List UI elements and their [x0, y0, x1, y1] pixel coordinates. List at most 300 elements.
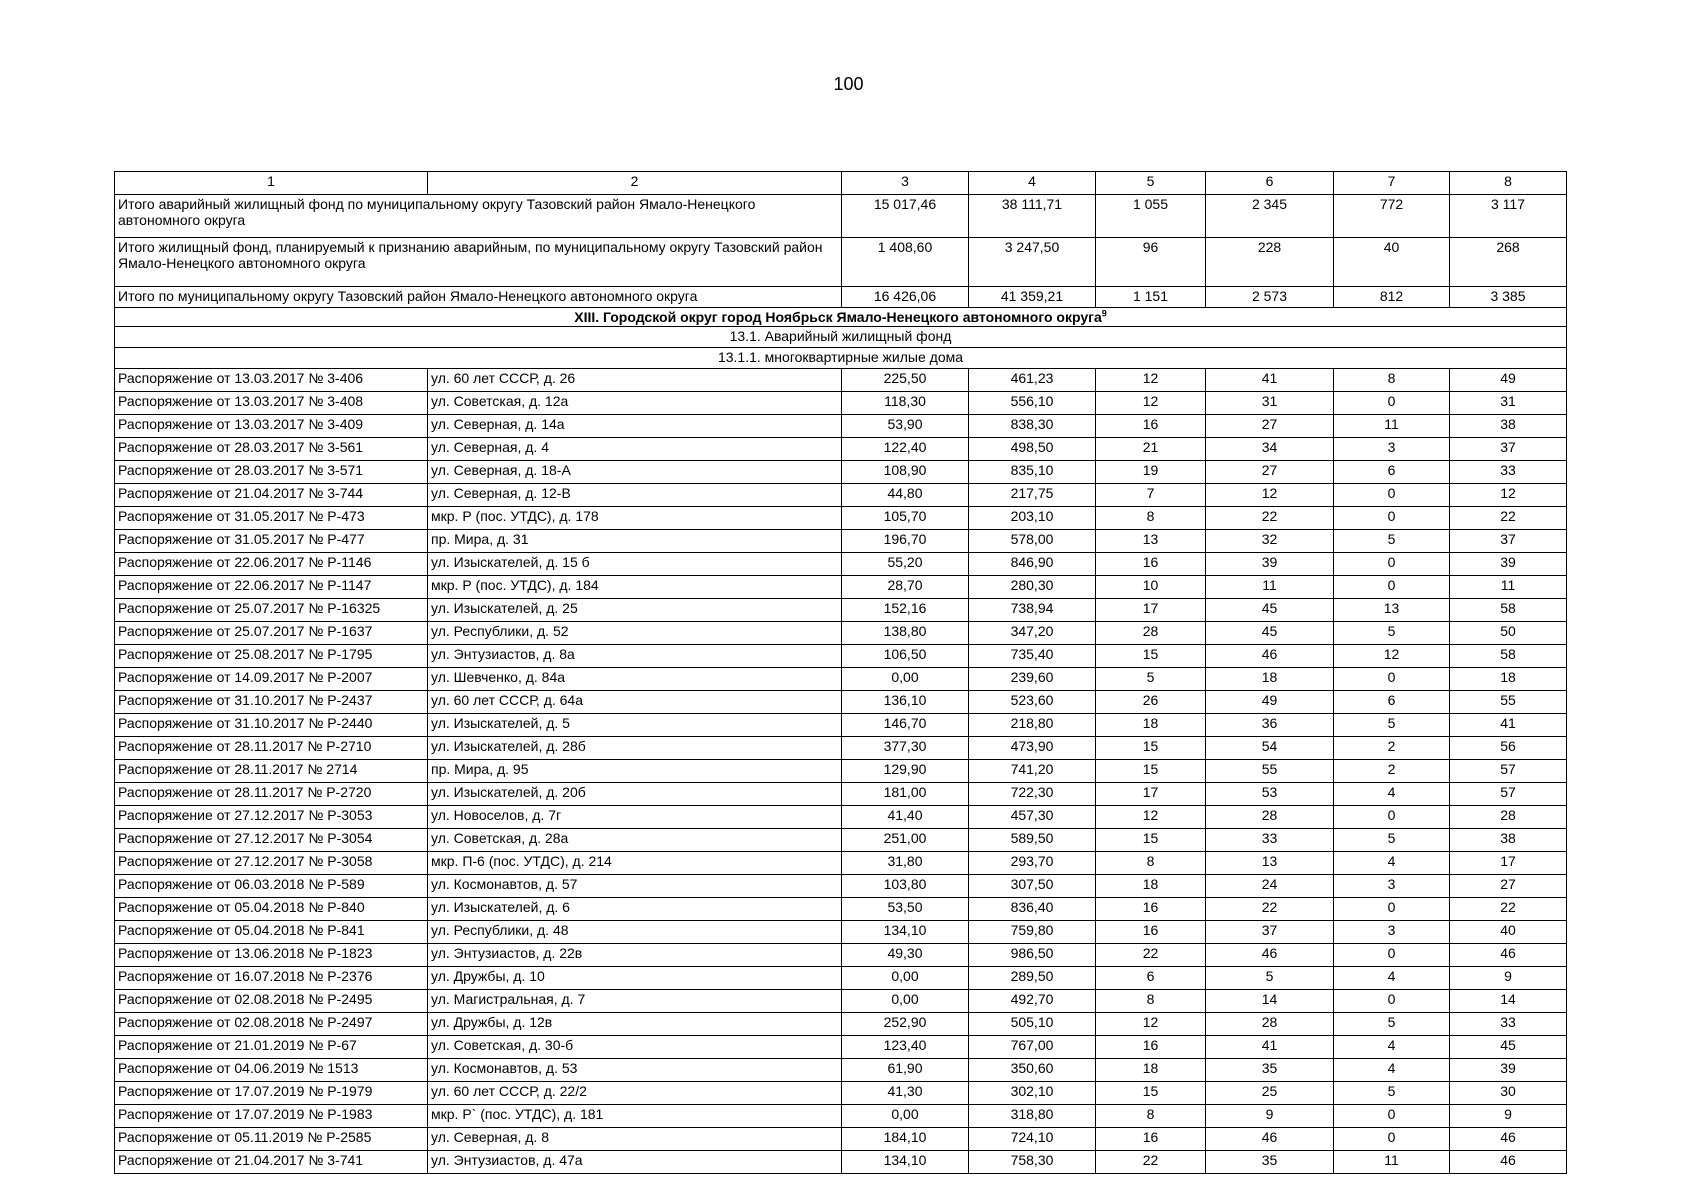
- value-cell: 22: [1206, 898, 1334, 921]
- value-cell: 184,10: [842, 1128, 969, 1151]
- value-cell: 16: [1096, 921, 1206, 944]
- address-cell: пр. Мира, д. 95: [428, 760, 842, 783]
- table-row: [115, 1128, 1567, 1151]
- order-cell: Распоряжение от 31.05.2017 № Р-477: [115, 530, 428, 553]
- value-cell: 12: [1206, 484, 1334, 507]
- value-cell: 17: [1096, 783, 1206, 806]
- value-cell: 738,94: [969, 599, 1096, 622]
- value-cell: 0: [1334, 806, 1450, 829]
- value-cell: 556,10: [969, 392, 1096, 415]
- table-row: [115, 438, 1567, 461]
- subsection-heading: 13.1. Аварийный жилищный фонд: [115, 327, 1567, 348]
- value-cell: 15: [1096, 760, 1206, 783]
- summary-value: 3 247,50: [969, 238, 1096, 287]
- value-cell: 103,80: [842, 875, 969, 898]
- table-row: [115, 1059, 1567, 1082]
- column-header: 8: [1450, 172, 1567, 195]
- value-cell: 50: [1450, 622, 1567, 645]
- value-cell: 505,10: [969, 1013, 1096, 1036]
- order-cell: Распоряжение от 13.03.2017 № 3-406: [115, 369, 428, 392]
- order-cell: Распоряжение от 16.07.2018 № Р-2376: [115, 967, 428, 990]
- value-cell: 39: [1450, 553, 1567, 576]
- table-row: [115, 783, 1567, 806]
- section-heading: [115, 308, 1567, 327]
- value-cell: 8: [1096, 1105, 1206, 1128]
- table-row: [115, 852, 1567, 875]
- table-row: [115, 484, 1567, 507]
- value-cell: 461,23: [969, 369, 1096, 392]
- address-cell: ул. Энтузиастов, д. 8а: [428, 645, 842, 668]
- address-cell: ул. Северная, д. 18-А: [428, 461, 842, 484]
- order-cell: Распоряжение от 13.03.2017 № 3-408: [115, 392, 428, 415]
- order-cell: Распоряжение от 28.11.2017 № 2714: [115, 760, 428, 783]
- value-cell: 16: [1096, 553, 1206, 576]
- value-cell: 38: [1450, 415, 1567, 438]
- table-row: [115, 990, 1567, 1013]
- value-cell: 9: [1450, 1105, 1567, 1128]
- address-cell: ул. Изыскателей, д. 25: [428, 599, 842, 622]
- address-cell: ул. Северная, д. 14а: [428, 415, 842, 438]
- value-cell: 289,50: [969, 967, 1096, 990]
- address-cell: ул. Изыскателей, д. 28б: [428, 737, 842, 760]
- value-cell: 7: [1096, 484, 1206, 507]
- value-cell: 0: [1334, 668, 1450, 691]
- value-cell: 134,10: [842, 921, 969, 944]
- table-row: [115, 599, 1567, 622]
- value-cell: 45: [1206, 622, 1334, 645]
- order-cell: Распоряжение от 22.06.2017 № Р-1146: [115, 553, 428, 576]
- value-cell: 27: [1206, 415, 1334, 438]
- subsubsection-heading: 13.1.1. многоквартирные жилые дома: [115, 348, 1567, 369]
- subsubsection-heading-row: [115, 348, 1567, 369]
- value-cell: 251,00: [842, 829, 969, 852]
- value-cell: 10: [1096, 576, 1206, 599]
- section-heading-row: [115, 308, 1567, 327]
- order-cell: Распоряжение от 27.12.2017 № Р-3058: [115, 852, 428, 875]
- value-cell: 181,00: [842, 783, 969, 806]
- summary-value: 16 426,06: [842, 287, 969, 308]
- value-cell: 38: [1450, 829, 1567, 852]
- value-cell: 6: [1334, 461, 1450, 484]
- value-cell: 16: [1096, 1036, 1206, 1059]
- value-cell: 759,80: [969, 921, 1096, 944]
- table-row: [115, 1151, 1567, 1174]
- value-cell: 0: [1334, 484, 1450, 507]
- value-cell: 18: [1096, 875, 1206, 898]
- value-cell: 53: [1206, 783, 1334, 806]
- summary-value: 15 017,46: [842, 195, 969, 238]
- address-cell: ул. Северная, д. 8: [428, 1128, 842, 1151]
- value-cell: 15: [1096, 737, 1206, 760]
- address-cell: мкр. Р (пос. УТДС), д. 184: [428, 576, 842, 599]
- summary-value: 2 345: [1206, 195, 1334, 238]
- column-header: 7: [1334, 172, 1450, 195]
- value-cell: 4: [1334, 1036, 1450, 1059]
- value-cell: 33: [1450, 461, 1567, 484]
- housing-table: [114, 171, 1567, 1174]
- value-cell: 252,90: [842, 1013, 969, 1036]
- order-cell: Распоряжение от 05.11.2019 № Р-2585: [115, 1128, 428, 1151]
- order-cell: Распоряжение от 28.03.2017 № 3-561: [115, 438, 428, 461]
- table-row: [115, 760, 1567, 783]
- value-cell: 5: [1096, 668, 1206, 691]
- value-cell: 578,00: [969, 530, 1096, 553]
- value-cell: 741,20: [969, 760, 1096, 783]
- value-cell: 35: [1206, 1059, 1334, 1082]
- order-cell: Распоряжение от 28.11.2017 № Р-2710: [115, 737, 428, 760]
- value-cell: 31: [1450, 392, 1567, 415]
- summary-label: Итого аварийный жилищный фонд по муниципальному округу Тазовский район Ямало-Ненецкого автономного округа: [115, 195, 842, 238]
- table-row: [115, 1036, 1567, 1059]
- summary-value: 1 408,60: [842, 238, 969, 287]
- value-cell: 6: [1334, 691, 1450, 714]
- value-cell: 55: [1206, 760, 1334, 783]
- summary-value: 3 385: [1450, 287, 1567, 308]
- summary-value: 268: [1450, 238, 1567, 287]
- value-cell: 767,00: [969, 1036, 1096, 1059]
- value-cell: 22: [1206, 507, 1334, 530]
- value-cell: 136,10: [842, 691, 969, 714]
- address-cell: мкр. Р` (пос. УТДС), д. 181: [428, 1105, 842, 1128]
- value-cell: 58: [1450, 599, 1567, 622]
- value-cell: 22: [1096, 944, 1206, 967]
- value-cell: 4: [1334, 783, 1450, 806]
- value-cell: 44,80: [842, 484, 969, 507]
- value-cell: 5: [1334, 530, 1450, 553]
- summary-label: Итого по муниципальному округу Тазовский район Ямало-Ненецкого автономного округа: [115, 287, 842, 308]
- order-cell: Распоряжение от 27.12.2017 № Р-3054: [115, 829, 428, 852]
- value-cell: 46: [1450, 1151, 1567, 1174]
- value-cell: 22: [1450, 898, 1567, 921]
- order-cell: Распоряжение от 13.03.2017 № 3-409: [115, 415, 428, 438]
- value-cell: 37: [1450, 438, 1567, 461]
- order-cell: Распоряжение от 21.04.2017 № 3-741: [115, 1151, 428, 1174]
- value-cell: 15: [1096, 1082, 1206, 1105]
- value-cell: 27: [1206, 461, 1334, 484]
- value-cell: 134,10: [842, 1151, 969, 1174]
- value-cell: 13: [1334, 599, 1450, 622]
- summary-value: 41 359,21: [969, 287, 1096, 308]
- table-row: [115, 921, 1567, 944]
- table-row: [115, 530, 1567, 553]
- value-cell: 203,10: [969, 507, 1096, 530]
- table-row: [115, 875, 1567, 898]
- value-cell: 22: [1096, 1151, 1206, 1174]
- value-cell: 0: [1334, 576, 1450, 599]
- value-cell: 123,40: [842, 1036, 969, 1059]
- value-cell: 9: [1450, 967, 1567, 990]
- address-cell: ул. 60 лет СССР, д. 64а: [428, 691, 842, 714]
- value-cell: 722,30: [969, 783, 1096, 806]
- value-cell: 138,80: [842, 622, 969, 645]
- value-cell: 57: [1450, 783, 1567, 806]
- value-cell: 0: [1334, 507, 1450, 530]
- value-cell: 17: [1450, 852, 1567, 875]
- value-cell: 106,50: [842, 645, 969, 668]
- order-cell: Распоряжение от 05.04.2018 № Р-841: [115, 921, 428, 944]
- value-cell: 15: [1096, 645, 1206, 668]
- address-cell: ул. Республики, д. 48: [428, 921, 842, 944]
- column-number-row: [115, 172, 1567, 195]
- value-cell: 49: [1450, 369, 1567, 392]
- value-cell: 15: [1096, 829, 1206, 852]
- value-cell: 45: [1206, 599, 1334, 622]
- address-cell: ул. Магистральная, д. 7: [428, 990, 842, 1013]
- table-row: [115, 392, 1567, 415]
- value-cell: 12: [1096, 806, 1206, 829]
- value-cell: 12: [1096, 392, 1206, 415]
- value-cell: 498,50: [969, 438, 1096, 461]
- value-cell: 14: [1206, 990, 1334, 1013]
- value-cell: 118,30: [842, 392, 969, 415]
- value-cell: 31,80: [842, 852, 969, 875]
- value-cell: 28: [1206, 806, 1334, 829]
- column-header: 6: [1206, 172, 1334, 195]
- value-cell: 4: [1334, 1059, 1450, 1082]
- order-cell: Распоряжение от 05.04.2018 № Р-840: [115, 898, 428, 921]
- value-cell: 41: [1450, 714, 1567, 737]
- summary-row-district-total: [115, 287, 1567, 308]
- value-cell: 5: [1334, 622, 1450, 645]
- value-cell: 33: [1450, 1013, 1567, 1036]
- value-cell: 152,16: [842, 599, 969, 622]
- value-cell: 37: [1450, 530, 1567, 553]
- address-cell: ул. Энтузиастов, д. 22в: [428, 944, 842, 967]
- address-cell: ул. Энтузиастов, д. 47а: [428, 1151, 842, 1174]
- summary-value: 3 117: [1450, 195, 1567, 238]
- value-cell: 57: [1450, 760, 1567, 783]
- value-cell: 589,50: [969, 829, 1096, 852]
- value-cell: 40: [1450, 921, 1567, 944]
- value-cell: 11: [1334, 415, 1450, 438]
- order-cell: Распоряжение от 13.06.2018 № Р-1823: [115, 944, 428, 967]
- order-cell: Распоряжение от 17.07.2019 № Р-1979: [115, 1082, 428, 1105]
- value-cell: 18: [1206, 668, 1334, 691]
- value-cell: 39: [1206, 553, 1334, 576]
- value-cell: 0: [1334, 392, 1450, 415]
- value-cell: 27: [1450, 875, 1567, 898]
- value-cell: 41: [1206, 369, 1334, 392]
- order-cell: Распоряжение от 22.06.2017 № Р-1147: [115, 576, 428, 599]
- value-cell: 45: [1450, 1036, 1567, 1059]
- value-cell: 302,10: [969, 1082, 1096, 1105]
- value-cell: 5: [1206, 967, 1334, 990]
- value-cell: 9: [1206, 1105, 1334, 1128]
- value-cell: 523,60: [969, 691, 1096, 714]
- value-cell: 46: [1206, 1128, 1334, 1151]
- order-cell: Распоряжение от 14.09.2017 № Р-2007: [115, 668, 428, 691]
- table-row: [115, 829, 1567, 852]
- table-row: [115, 967, 1567, 990]
- value-cell: 55,20: [842, 553, 969, 576]
- value-cell: 350,60: [969, 1059, 1096, 1082]
- value-cell: 13: [1096, 530, 1206, 553]
- value-cell: 105,70: [842, 507, 969, 530]
- value-cell: 16: [1096, 415, 1206, 438]
- table-row: [115, 622, 1567, 645]
- address-cell: ул. Дружбы, д. 10: [428, 967, 842, 990]
- summary-value: 96: [1096, 238, 1206, 287]
- value-cell: 11: [1206, 576, 1334, 599]
- summary-value: 40: [1334, 238, 1450, 287]
- table-row: [115, 1105, 1567, 1128]
- value-cell: 49: [1206, 691, 1334, 714]
- table-row: [115, 1013, 1567, 1036]
- table-row: [115, 576, 1567, 599]
- column-header: 3: [842, 172, 969, 195]
- address-cell: ул. Северная, д. 4: [428, 438, 842, 461]
- value-cell: 53,50: [842, 898, 969, 921]
- value-cell: 457,30: [969, 806, 1096, 829]
- value-cell: 37: [1206, 921, 1334, 944]
- order-cell: Распоряжение от 25.07.2017 № Р-1637: [115, 622, 428, 645]
- summary-value: 772: [1334, 195, 1450, 238]
- address-cell: мкр. П-6 (пос. УТДС), д. 214: [428, 852, 842, 875]
- value-cell: 4: [1334, 852, 1450, 875]
- value-cell: 0: [1334, 944, 1450, 967]
- value-cell: 19: [1096, 461, 1206, 484]
- value-cell: 8: [1096, 852, 1206, 875]
- table-row: [115, 1082, 1567, 1105]
- address-cell: ул. Космонавтов, д. 57: [428, 875, 842, 898]
- value-cell: 14: [1450, 990, 1567, 1013]
- value-cell: 986,50: [969, 944, 1096, 967]
- summary-row-emergency-total: [115, 195, 1567, 238]
- order-cell: Распоряжение от 21.04.2017 № 3-744: [115, 484, 428, 507]
- summary-value: 2 573: [1206, 287, 1334, 308]
- table-row: [115, 553, 1567, 576]
- value-cell: 28: [1096, 622, 1206, 645]
- value-cell: 16: [1096, 898, 1206, 921]
- value-cell: 5: [1334, 1013, 1450, 1036]
- value-cell: 18: [1450, 668, 1567, 691]
- value-cell: 16: [1096, 1128, 1206, 1151]
- value-cell: 836,40: [969, 898, 1096, 921]
- order-cell: Распоряжение от 06.03.2018 № Р-589: [115, 875, 428, 898]
- value-cell: 846,90: [969, 553, 1096, 576]
- value-cell: 196,70: [842, 530, 969, 553]
- column-header: 5: [1096, 172, 1206, 195]
- value-cell: 28: [1206, 1013, 1334, 1036]
- value-cell: 239,60: [969, 668, 1096, 691]
- value-cell: 218,80: [969, 714, 1096, 737]
- value-cell: 26: [1096, 691, 1206, 714]
- order-cell: Распоряжение от 31.10.2017 № Р-2437: [115, 691, 428, 714]
- value-cell: 17: [1096, 599, 1206, 622]
- value-cell: 39: [1450, 1059, 1567, 1082]
- value-cell: 18: [1096, 714, 1206, 737]
- value-cell: 28,70: [842, 576, 969, 599]
- value-cell: 3: [1334, 438, 1450, 461]
- value-cell: 280,30: [969, 576, 1096, 599]
- summary-value: 1 055: [1096, 195, 1206, 238]
- value-cell: 0,00: [842, 967, 969, 990]
- value-cell: 55: [1450, 691, 1567, 714]
- address-cell: ул. 60 лет СССР, д. 22/2: [428, 1082, 842, 1105]
- value-cell: 46: [1450, 944, 1567, 967]
- column-header: 1: [115, 172, 428, 195]
- address-cell: ул. Изыскателей, д. 20б: [428, 783, 842, 806]
- summary-value: 228: [1206, 238, 1334, 287]
- value-cell: 3: [1334, 921, 1450, 944]
- value-cell: 724,10: [969, 1128, 1096, 1151]
- value-cell: 36: [1206, 714, 1334, 737]
- value-cell: 53,90: [842, 415, 969, 438]
- value-cell: 108,90: [842, 461, 969, 484]
- subsection-heading-row: [115, 327, 1567, 348]
- order-cell: Распоряжение от 25.08.2017 № Р-1795: [115, 645, 428, 668]
- value-cell: 4: [1334, 967, 1450, 990]
- value-cell: 307,50: [969, 875, 1096, 898]
- value-cell: 5: [1334, 1082, 1450, 1105]
- value-cell: 24: [1206, 875, 1334, 898]
- value-cell: 6: [1096, 967, 1206, 990]
- table-row: [115, 668, 1567, 691]
- table-row: [115, 898, 1567, 921]
- table-row: [115, 507, 1567, 530]
- value-cell: 2: [1334, 760, 1450, 783]
- value-cell: 11: [1334, 1151, 1450, 1174]
- footnote-mark: 9: [1101, 308, 1107, 319]
- summary-value: 812: [1334, 287, 1450, 308]
- value-cell: 492,70: [969, 990, 1096, 1013]
- value-cell: 122,40: [842, 438, 969, 461]
- address-cell: ул. Северная, д. 12-В: [428, 484, 842, 507]
- value-cell: 35: [1206, 1151, 1334, 1174]
- value-cell: 8: [1096, 507, 1206, 530]
- address-cell: ул. Дружбы, д. 12в: [428, 1013, 842, 1036]
- table-row: [115, 415, 1567, 438]
- summary-value: 1 151: [1096, 287, 1206, 308]
- value-cell: 46: [1450, 1128, 1567, 1151]
- value-cell: 0,00: [842, 668, 969, 691]
- address-cell: ул. 60 лет СССР, д. 26: [428, 369, 842, 392]
- value-cell: 11: [1450, 576, 1567, 599]
- value-cell: 32: [1206, 530, 1334, 553]
- value-cell: 0: [1334, 990, 1450, 1013]
- value-cell: 225,50: [842, 369, 969, 392]
- value-cell: 8: [1334, 369, 1450, 392]
- value-cell: 25: [1206, 1082, 1334, 1105]
- table-row: [115, 645, 1567, 668]
- value-cell: 758,30: [969, 1151, 1096, 1174]
- value-cell: 12: [1096, 369, 1206, 392]
- value-cell: 8: [1096, 990, 1206, 1013]
- value-cell: 835,10: [969, 461, 1096, 484]
- value-cell: 30: [1450, 1082, 1567, 1105]
- value-cell: 12: [1096, 1013, 1206, 1036]
- value-cell: 377,30: [842, 737, 969, 760]
- address-cell: ул. Советская, д. 30-б: [428, 1036, 842, 1059]
- value-cell: 0,00: [842, 990, 969, 1013]
- value-cell: 3: [1334, 875, 1450, 898]
- value-cell: 28: [1450, 806, 1567, 829]
- value-cell: 12: [1450, 484, 1567, 507]
- address-cell: ул. Советская, д. 28а: [428, 829, 842, 852]
- order-cell: Распоряжение от 28.03.2017 № 3-571: [115, 461, 428, 484]
- order-cell: Распоряжение от 02.08.2018 № Р-2495: [115, 990, 428, 1013]
- value-cell: 46: [1206, 645, 1334, 668]
- table-row: [115, 944, 1567, 967]
- value-cell: 34: [1206, 438, 1334, 461]
- value-cell: 5: [1334, 829, 1450, 852]
- value-cell: 0: [1334, 1128, 1450, 1151]
- value-cell: 49,30: [842, 944, 969, 967]
- value-cell: 146,70: [842, 714, 969, 737]
- value-cell: 46: [1206, 944, 1334, 967]
- order-cell: Распоряжение от 25.07.2017 № Р-16325: [115, 599, 428, 622]
- order-cell: Распоряжение от 28.11.2017 № Р-2720: [115, 783, 428, 806]
